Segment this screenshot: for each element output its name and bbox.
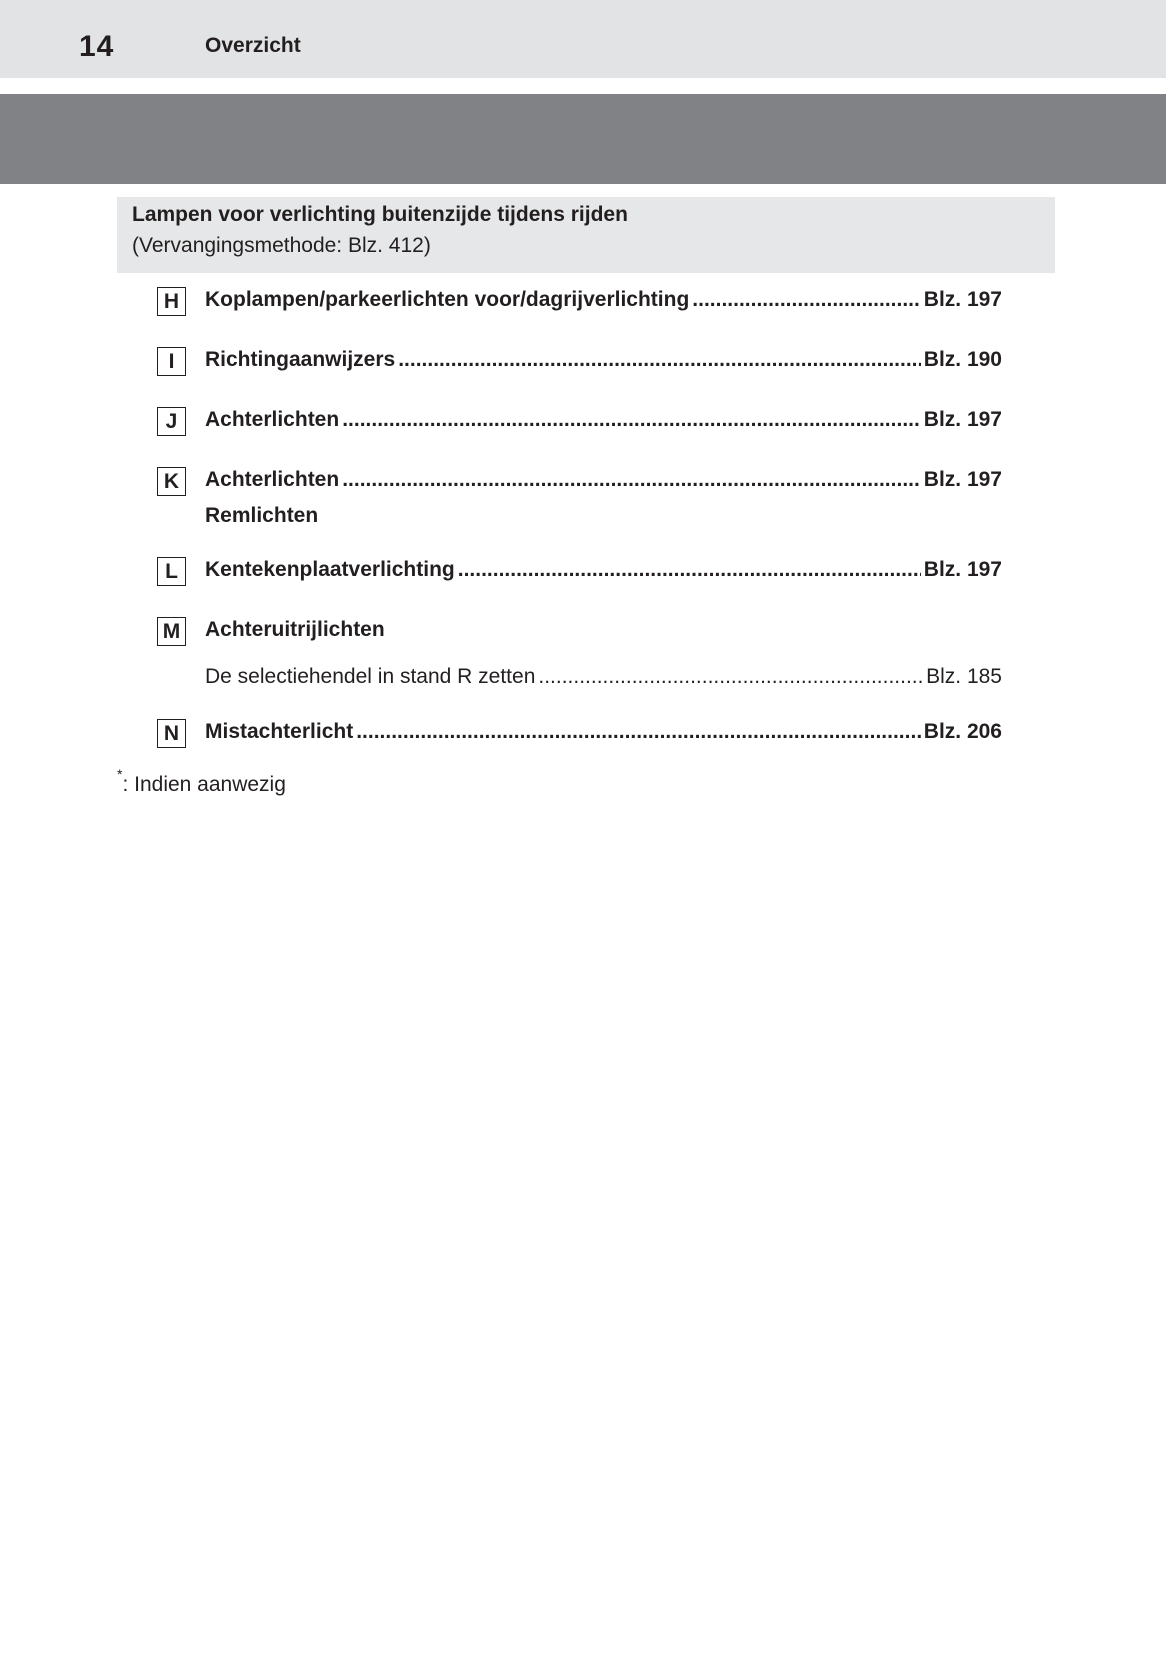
header-divider <box>0 78 1166 94</box>
entry-label[interactable]: Koplampen/parkeerlichten voor/dagrijverlichting <box>205 288 690 311</box>
page-reference[interactable]: Blz. 197 <box>923 468 1002 491</box>
entry-label[interactable]: Achteruitrijlichten <box>205 618 385 641</box>
letter-badge: L <box>157 557 186 586</box>
header-band <box>0 0 1166 78</box>
section-title: Overzicht <box>205 34 301 57</box>
entry-m <box>157 617 1002 699</box>
letter-badge: I <box>157 347 186 376</box>
dot-leader <box>342 408 921 432</box>
entry-extra-label[interactable]: Remlichten <box>205 504 319 527</box>
letter-badge: K <box>157 467 186 496</box>
entry-sub-label[interactable]: De selectiehendel in stand R zetten <box>205 665 536 688</box>
letter-badge: H <box>157 287 186 316</box>
dot-leader <box>356 720 921 744</box>
entry-n <box>157 719 1002 753</box>
entry-label[interactable]: Richtingaanwijzers <box>205 348 396 371</box>
dot-leader <box>398 348 921 372</box>
footnote-text: : Indien aanwezig <box>122 773 286 796</box>
dot-leader <box>538 665 923 689</box>
footnote-marker: * <box>117 766 123 782</box>
entry-h <box>157 287 1002 321</box>
dot-leader <box>692 288 920 312</box>
letter-badge: N <box>157 719 186 748</box>
entry-label[interactable]: Achterlichten <box>205 408 340 431</box>
footnote <box>117 766 286 797</box>
entry-label[interactable]: Achterlichten <box>205 468 340 491</box>
entry-k <box>157 467 1002 539</box>
entry-j <box>157 407 1002 441</box>
entry-i <box>157 347 1002 381</box>
page-reference[interactable]: Blz. 185 <box>926 665 1002 688</box>
letter-badge: J <box>157 407 186 436</box>
entry-label[interactable]: Mistachterlicht <box>205 720 354 743</box>
page-reference[interactable]: Blz. 206 <box>923 720 1002 743</box>
page-reference[interactable]: Blz. 197 <box>923 288 1002 311</box>
page-reference[interactable]: Blz. 197 <box>923 558 1002 581</box>
page-number: 14 <box>79 30 115 63</box>
entry-l <box>157 557 1002 591</box>
replacement-method: (Vervangingsmethode: Blz. 412) <box>132 234 431 257</box>
dot-leader <box>458 558 921 582</box>
subsection-title: Lampen voor verlichting buitenzijde tijdens rijden <box>132 203 628 226</box>
dot-leader <box>342 468 921 492</box>
page-reference[interactable]: Blz. 190 <box>923 348 1002 371</box>
entry-label[interactable]: Kentekenplaatverlichting <box>205 558 455 581</box>
illustration-band <box>0 94 1166 184</box>
letter-badge: M <box>157 617 186 646</box>
page-reference[interactable]: Blz. 197 <box>923 408 1002 431</box>
